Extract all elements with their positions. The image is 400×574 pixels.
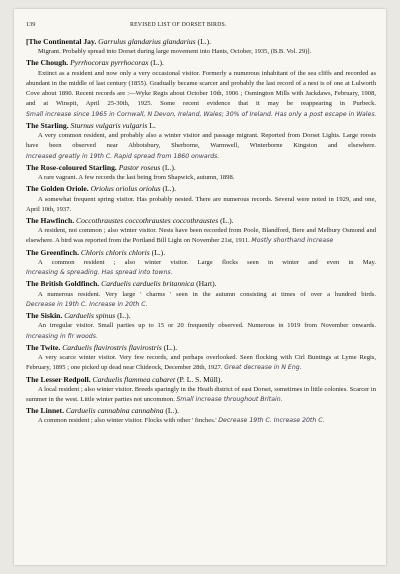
- species-name: The Lesser Redpoll.: [26, 374, 91, 384]
- species-heading: [26, 311, 376, 321]
- authority: (L.).: [220, 216, 234, 226]
- species-entry: [26, 343, 376, 374]
- species-description: [26, 173, 376, 183]
- running-title: REVISED LIST OF DORSET BIRDS.: [130, 22, 227, 28]
- authority: (L.).: [151, 247, 166, 257]
- species-description: [26, 290, 376, 311]
- species-entry: [26, 58, 376, 119]
- page-header: [26, 21, 374, 33]
- species-description: [26, 353, 376, 374]
- species-entry: [26, 279, 376, 310]
- species-description: [26, 226, 376, 247]
- authority: (L.).: [163, 342, 178, 352]
- species-entry: [26, 163, 376, 183]
- species-heading: [26, 279, 376, 289]
- species-name: The Rose-coloured Starling.: [26, 162, 117, 172]
- species-description: [26, 321, 376, 342]
- description-text: A resident, not common ; also winter visitor. Nests have been recorded from Poole, Blandford, Bere and Melbury Osmond and elsewhere. A bird was reported from the Portland Bill Light on November 21st, 1911.: [26, 227, 376, 245]
- species-heading: [26, 163, 376, 173]
- authority: (L.).: [117, 311, 131, 321]
- species-name: [The Continental Jay.: [26, 37, 97, 46]
- species-description: [26, 131, 376, 162]
- latin-name: Carduelis flammea cabaret: [92, 374, 176, 384]
- species-heading: [26, 121, 376, 131]
- authority: (L.).: [162, 162, 176, 172]
- description-text: An irregular visitor. Small parties up to 15 or 20 frequently observed. Numerous in 1919 from November onwards.: [38, 322, 376, 330]
- description-text: A very scarce winter visitor. Very few records, and perhaps overlooked. Seen flocking with Cirl Buntings at Lyme Regis, February, 1895 ; one picked up dead near Chideock, December 28th, 1927.: [26, 354, 376, 372]
- species-name: The Hawfinch.: [26, 216, 75, 226]
- handwritten-annotation: Increasing & spreading. Has spread into towns.: [26, 269, 173, 277]
- species-name: The Twite.: [26, 342, 61, 352]
- species-name: The Siskin.: [26, 311, 63, 321]
- description-text: Migrant. Probably spread into Dorset during large movement into Hants, October, 1935, (B.B. Vol. 29)].: [38, 48, 312, 56]
- latin-name: Chloris chloris chloris: [80, 247, 150, 257]
- book-page: [14, 9, 386, 565]
- species-heading: [26, 184, 376, 194]
- description-text: A numerous resident. Very large ' charms ' seen in the autumn consisting at times of over a hundred birds.: [38, 290, 376, 298]
- species-description: [26, 69, 376, 120]
- species-entry: [26, 37, 376, 57]
- species-entry: [26, 311, 376, 342]
- species-heading: [26, 406, 376, 416]
- handwritten-annotation: Great decrease in N Eng.: [224, 364, 302, 372]
- authority: (L.).: [165, 406, 179, 416]
- authority: (L.).: [162, 184, 177, 194]
- latin-name: Pastor roseus: [118, 162, 161, 172]
- species-name: The British Goldfinch.: [26, 279, 100, 289]
- latin-name: Carduelis cannabina cannabina: [65, 406, 164, 416]
- handwritten-annotation: Decrease in 19th C. Increase in 20th C.: [26, 300, 148, 308]
- description-text: A somewhat frequent spring visitor. Has probably nested. There are numerous records. Several were noted in 1929, and one, April 10th, 1937.: [26, 195, 376, 213]
- species-entry: [26, 375, 376, 406]
- species-description: [26, 47, 376, 57]
- latin-name: Coccothraustes coccothraustes coccothraustes: [76, 216, 219, 226]
- latin-name: Garrulus glandarius glandarius: [98, 37, 196, 46]
- latin-name: Carduelis carduelis britannica: [101, 279, 195, 289]
- description-text: A common resident ; also winter visitor. Large flocks seen in winter and even in May.: [38, 258, 376, 266]
- species-entry: [26, 121, 376, 162]
- authority: (L.).: [150, 58, 164, 68]
- handwritten-annotation: Mostly shorthand increase: [251, 237, 334, 245]
- latin-name: Sturnus vulgaris vulgaris: [70, 120, 148, 130]
- species-name: The Greenfinch.: [26, 247, 80, 257]
- latin-name: Carduelis spinus: [64, 311, 116, 321]
- handwritten-annotation: Small increase since 1965 in Cornwall, N Devon, Ireland, Wales; 30% of Ireland. Has only a post escape in Wales.: [26, 110, 377, 118]
- species-heading: [26, 58, 376, 68]
- authority: (Hart).: [196, 279, 217, 289]
- handwritten-annotation: Decrease 19th C. Increase 20th C.: [218, 417, 325, 425]
- species-name: The Linnet.: [26, 406, 64, 416]
- authority: L.: [149, 120, 156, 130]
- species-heading: [26, 375, 376, 385]
- species-description: [26, 258, 376, 279]
- species-entry: [26, 184, 376, 215]
- handwritten-annotation: Increased greatly in 19th C. Rapid spread from 1860 onwards.: [26, 152, 220, 160]
- description-text: A local resident ; also winter visitor. Breeds sparingly in the Heath district of east Dorset, sometimes in little colonies. Scarcer in summer in the west. Little winter parties not uncommon.: [26, 385, 376, 403]
- latin-name: Pyrrhocorax pyrrhocorax: [70, 58, 149, 68]
- species-description: [26, 385, 376, 406]
- description-text: A common resident ; also winter visitor. Flocks with other ' finches.': [38, 417, 217, 425]
- species-heading: [26, 343, 376, 353]
- species-entry: [26, 406, 376, 426]
- species-description: [26, 416, 376, 426]
- species-heading: [26, 216, 376, 226]
- species-heading: [26, 248, 376, 258]
- description-text: A rare vagrant. A few records the last being from Shapwick, autumn, 1898.: [38, 174, 235, 182]
- species-heading: [26, 37, 376, 47]
- page-number: 139: [26, 21, 36, 28]
- description-text: Extinct as a resident and now only a very occasional visitor. Formerly a numerous inhabitant of the sea cliffs and recorded as abundant in the middle of last century (1855). Gradually became scarcer and probably the last record of a nest is of one at Lulworth Cove about 1890. Recent records are :—Wyke Regis about October 10th, 1906 ; Osmington Mills with Jackdaws, February, 1908, and at Winspit, April 25-30th, 1925. Some recent evidence that it may be reappearing in Purbeck.: [26, 69, 376, 108]
- handwritten-annotation: Increasing in fir woods.: [26, 332, 98, 340]
- species-name: The Golden Oriole.: [26, 184, 89, 194]
- species-entry: [26, 248, 376, 279]
- authority: (P. L. S. Müll).: [176, 374, 223, 384]
- species-name: The Chough.: [26, 58, 69, 68]
- handwritten-annotation: Small increase throughout Britain.: [176, 395, 283, 403]
- latin-name: Oriolus oriolus oriolus: [90, 184, 161, 194]
- species-list: [26, 37, 376, 428]
- latin-name: Carduelis flavirostris flavirostris: [62, 342, 162, 352]
- species-entry: [26, 216, 376, 247]
- species-name: The Starling.: [26, 120, 69, 130]
- description-text: A very common resident, and probably also a winter visitor and passage migrant. Reported from Dorset Lights. Large roosts have been observed near Abbotsbury, Sherborne, Warmwell, Winterborne Kingston and elsewhere.: [26, 132, 376, 150]
- authority: (L.).: [197, 37, 212, 46]
- species-description: [26, 195, 376, 216]
